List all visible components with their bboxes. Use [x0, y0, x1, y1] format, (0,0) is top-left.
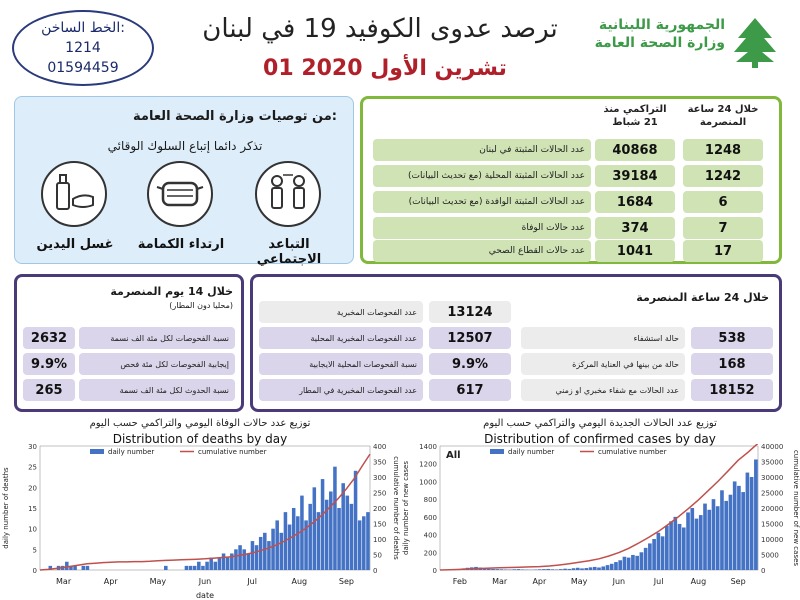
daily-bar	[201, 566, 205, 570]
daily-bar	[193, 566, 197, 570]
face-mask-icon	[147, 161, 213, 227]
cases-chart	[400, 444, 800, 600]
cases-chart-title: Distribution of confirmed cases by day	[484, 432, 716, 446]
deaths-chart-title: Distribution of deaths by day	[112, 432, 288, 446]
daily-bar	[329, 491, 333, 570]
y-tick-label: 25	[28, 463, 37, 472]
daily-bar	[504, 569, 508, 570]
daily-bar	[559, 569, 563, 570]
daily-bar	[542, 569, 546, 570]
daily-bar	[589, 567, 593, 570]
hospital-value: 168	[691, 353, 773, 375]
daily-bar	[623, 557, 627, 570]
daily-bar	[618, 560, 622, 570]
recommendations-subtitle: تذكر دائما إتباع السلوك الوقائي	[107, 139, 263, 153]
daily-bar	[512, 569, 516, 570]
y2-tick-label: 20000	[761, 505, 784, 513]
daily-bar	[682, 527, 686, 570]
last14-value: 2632	[23, 327, 75, 349]
summary-row-24h: 1248	[683, 139, 763, 161]
page-title: ترصد عدوى الكوفيد 19 في لبنان	[202, 14, 558, 44]
daily-bar	[712, 499, 716, 570]
y2-tick-label: 35000	[761, 458, 784, 467]
test-value: 13124	[429, 301, 511, 323]
daily-bar	[716, 506, 720, 570]
month-label: Sep	[730, 577, 746, 586]
daily-bar	[495, 569, 499, 570]
test-label: نسبة الفحوصات المحلية الايجابية	[259, 353, 423, 375]
y-tick-label: 20	[28, 484, 37, 493]
daily-bar	[657, 533, 661, 570]
month-label: Aug	[291, 577, 308, 586]
y2-axis-label: cumulative number of new cases	[792, 449, 800, 567]
daily-bar	[346, 496, 350, 570]
hospital-label: حالة من بينها في العناية المركزة	[521, 353, 685, 375]
daily-bar	[333, 467, 337, 570]
summary-row-label: عدد الحالات المثبتة المحلية (مع تحديث البيانات)	[373, 165, 591, 187]
daily-bar	[614, 562, 618, 570]
y2-tick-label: 50	[373, 551, 382, 560]
summary-row-label: عدد حالات القطاع الصحي	[373, 240, 591, 262]
daily-bar	[597, 568, 601, 570]
daily-bar	[296, 516, 300, 570]
daily-bar	[86, 566, 90, 570]
month-label: Aug	[690, 577, 707, 586]
legend-label-cumulative: cumulative number	[598, 448, 667, 456]
y2-tick-label: 0	[373, 567, 378, 575]
y-tick-label: 15	[28, 505, 37, 513]
summary-row-24h: 17	[683, 240, 763, 262]
test-label: عدد الفحوصات المخبرية في المطار	[259, 379, 423, 401]
cases-chart-title-ar: توزيع عدد الحالات الجديدة اليومي والتراكمي حسب اليوم	[483, 418, 717, 429]
daily-bar	[699, 515, 703, 570]
daily-bar	[576, 568, 580, 570]
cedar-logo-icon	[730, 16, 780, 68]
chart-subset-label: All	[446, 450, 461, 461]
legend-label-daily: daily number	[108, 448, 155, 456]
hand-wash-label: غسل اليدين	[36, 237, 114, 252]
y-tick-label: 0	[432, 567, 437, 575]
daily-bar	[678, 524, 682, 570]
daily-bar	[538, 569, 542, 570]
daily-bar	[308, 504, 312, 570]
deaths-chart	[0, 444, 400, 600]
daily-bar	[259, 537, 263, 570]
month-label: May	[149, 577, 167, 586]
y2-tick-label: 350	[373, 458, 387, 467]
last24-title: خلال 24 ساعة المنصرمة	[636, 291, 769, 304]
daily-bar	[707, 510, 711, 570]
hotline-number-2: 01594459	[47, 60, 119, 76]
daily-bar	[635, 556, 639, 570]
daily-bar	[185, 566, 189, 570]
last14-value: 9.9%	[23, 353, 75, 375]
daily-bar	[234, 549, 238, 570]
month-label: Mar	[56, 577, 72, 586]
daily-bar	[251, 541, 255, 570]
x-axis-label: date	[195, 591, 215, 600]
hospital-value: 18152	[691, 379, 773, 401]
summary-row-cum: 1041	[595, 240, 675, 262]
y-tick-label: 0	[32, 567, 37, 575]
daily-bar	[610, 564, 614, 570]
daily-bar	[366, 512, 370, 570]
recommendations-title: من توصيات وزارة الصحة العامة:	[133, 109, 337, 124]
summary-row-cum: 40868	[595, 139, 675, 161]
daily-bar	[546, 569, 550, 570]
daily-bar	[82, 566, 86, 570]
ministry-name	[585, 16, 725, 52]
daily-bar	[690, 508, 694, 570]
test-value: 617	[429, 379, 511, 401]
daily-bar	[197, 562, 201, 570]
legend-label-daily: daily number	[508, 448, 555, 456]
y-tick-label: 800	[423, 496, 437, 505]
daily-bar	[226, 558, 230, 570]
month-label: Jul	[247, 577, 257, 586]
hospital-label: عدد الحالات مع شفاء مخبري او زمني	[521, 379, 685, 401]
y-tick-label: 400	[423, 531, 437, 540]
daily-bar	[271, 529, 275, 570]
last14-title: خلال 14 يوم المنصرمة	[110, 285, 233, 298]
last14-note: (محليا دون المطار)	[169, 301, 233, 310]
ministry-line-2: وزارة الصحة العامة	[594, 35, 725, 51]
daily-bar	[218, 558, 222, 570]
y-tick-label: 5	[32, 546, 37, 555]
daily-bar	[317, 512, 321, 570]
y2-tick-label: 200	[373, 505, 387, 513]
y2-tick-label: 5000	[761, 551, 779, 560]
month-label: Jul	[653, 577, 664, 586]
hospital-value: 538	[691, 327, 773, 349]
col-header-24h: خلال 24 ساعة المنصرمة	[687, 104, 759, 128]
daily-bar	[720, 490, 724, 570]
legend-swatch-daily	[90, 449, 104, 454]
legend-swatch-daily	[490, 449, 504, 454]
daily-bar	[754, 459, 758, 570]
y-axis-label: daily number of deaths	[2, 467, 10, 549]
y2-tick-label: 25000	[761, 489, 784, 498]
daily-bar	[627, 558, 631, 570]
y-tick-label: 200	[423, 549, 437, 558]
daily-bar	[280, 533, 284, 570]
face-mask-label: ارتداء الكمامة	[137, 237, 225, 252]
daily-bar	[242, 549, 246, 570]
daily-bar	[300, 496, 304, 570]
y-tick-label: 30	[28, 444, 37, 451]
summary-row-label: عدد حالات الوفاة	[373, 217, 591, 239]
daily-bar	[491, 569, 495, 570]
daily-bar	[686, 512, 690, 570]
daily-bar	[669, 521, 673, 570]
daily-bar	[247, 553, 251, 570]
y2-axis-label: cumulative number of deaths	[392, 456, 400, 560]
daily-bar	[555, 569, 559, 570]
daily-bar	[362, 516, 366, 570]
y2-tick-label: 10000	[761, 536, 784, 544]
daily-bar	[631, 555, 635, 570]
daily-bar	[189, 566, 193, 570]
daily-bar	[568, 569, 572, 570]
daily-bar	[584, 568, 588, 570]
y2-tick-label: 30000	[761, 474, 784, 482]
daily-bar	[750, 477, 754, 570]
daily-bar	[263, 533, 267, 570]
summary-row-cum: 1684	[595, 191, 675, 213]
summary-row-cum: 374	[595, 217, 675, 239]
daily-bar	[205, 562, 209, 570]
daily-bar	[644, 548, 648, 570]
report-date: 01 تشرين الأول 2020	[263, 56, 507, 81]
daily-bar	[606, 565, 610, 570]
y-tick-label: 1400	[419, 444, 437, 451]
test-value: 9.9%	[429, 353, 511, 375]
daily-bar	[238, 545, 242, 570]
legend-label-cumulative: cumulative number	[198, 448, 267, 456]
deaths-chart-title-ar: توزيع عدد حالات الوفاة اليومي والتراكمي حسب اليوم	[89, 418, 311, 429]
y2-tick-label: 150	[373, 520, 387, 529]
daily-bar	[703, 504, 707, 570]
y2-tick-label: 300	[373, 474, 387, 482]
last-14-days-panel	[14, 274, 244, 412]
daily-bar	[288, 525, 292, 570]
daily-bar	[65, 562, 69, 570]
daily-bar	[222, 553, 226, 570]
y2-tick-label: 400	[373, 444, 387, 451]
daily-bar	[746, 473, 750, 570]
hotline-number-1: 1214	[65, 40, 101, 56]
daily-bar	[737, 486, 741, 570]
summary-row-24h: 7	[683, 217, 763, 239]
plot-area	[40, 446, 370, 570]
y-axis-label: daily number of new cases	[402, 461, 410, 555]
daily-bar	[321, 479, 325, 570]
daily-bar	[661, 536, 665, 570]
test-value: 12507	[429, 327, 511, 349]
daily-bar	[640, 552, 644, 570]
hospital-label: حالة استشفاء	[521, 327, 685, 349]
y2-tick-label: 0	[761, 567, 766, 575]
social-distance-label: التباعد الاجتماعي	[256, 237, 322, 267]
month-label: Jun	[612, 577, 626, 586]
y2-tick-label: 40000	[761, 444, 784, 451]
y2-tick-label: 100	[373, 536, 387, 544]
hand-wash-icon	[41, 161, 107, 227]
test-label: عدد الفحوصات المخبرية	[259, 301, 423, 323]
daily-bar	[674, 517, 678, 570]
daily-bar	[358, 520, 362, 570]
daily-bar	[517, 569, 521, 570]
month-label: Mar	[492, 577, 508, 586]
daily-bar	[164, 566, 168, 570]
last14-label: نسبة الحدوث لكل مئة الف نسمة	[79, 379, 235, 401]
recommendations-panel	[14, 96, 354, 267]
test-label: عدد الفحوصات المخبرية المحلية	[259, 327, 423, 349]
daily-bar	[350, 504, 354, 570]
daily-bar	[729, 495, 733, 570]
daily-bar	[337, 508, 341, 570]
daily-bar	[580, 568, 584, 570]
summary-row-24h: 1242	[683, 165, 763, 187]
y-tick-label: 10	[28, 525, 37, 534]
daily-bar	[563, 569, 567, 570]
daily-bar	[313, 487, 317, 570]
daily-bar	[648, 543, 652, 570]
last14-value: 265	[23, 379, 75, 401]
daily-bar	[354, 471, 358, 570]
daily-bar	[255, 545, 259, 570]
month-label: Jun	[198, 577, 212, 586]
daily-bar	[724, 501, 728, 570]
summary-row-cum: 39184	[595, 165, 675, 187]
hotline-badge	[12, 10, 154, 86]
y-tick-label: 600	[423, 513, 437, 522]
daily-bar	[341, 483, 345, 570]
last14-label: إيجابية الفحوصات لكل مئة فحص	[79, 353, 235, 375]
daily-bar	[521, 569, 525, 570]
social-distance-icon	[255, 161, 321, 227]
month-label: Apr	[103, 577, 118, 586]
summary-row-label: عدد الحالات المثبتة في لبنان	[373, 139, 591, 161]
daily-bar	[551, 569, 555, 570]
daily-bar	[267, 541, 271, 570]
month-label: Feb	[452, 577, 467, 586]
hotline-label: الخط الساخن:	[41, 20, 125, 36]
y-tick-label: 1200	[419, 460, 437, 469]
y2-tick-label: 250	[373, 489, 387, 498]
daily-bar	[601, 566, 605, 570]
daily-bar	[695, 519, 699, 570]
month-label: Sep	[338, 577, 354, 586]
y-tick-label: 1000	[419, 478, 437, 487]
col-header-cumulative: التراكمي منذ 21 شباط	[603, 104, 667, 128]
summary-row-24h: 6	[683, 191, 763, 213]
daily-bar	[500, 569, 504, 570]
daily-bar	[652, 539, 656, 570]
month-label: May	[570, 577, 588, 586]
ministry-line-1: الجمهورية اللبنانية	[598, 17, 725, 33]
daily-bar	[733, 481, 737, 570]
summary-stats-panel	[360, 96, 782, 264]
daily-bar	[209, 558, 213, 570]
month-label: Apr	[532, 577, 547, 586]
daily-bar	[572, 568, 576, 570]
summary-row-label: عدد الحالات المثبتة الوافدة (مع تحديث البيانات)	[373, 191, 591, 213]
daily-bar	[593, 567, 597, 570]
daily-bar	[292, 508, 296, 570]
y2-tick-label: 15000	[761, 520, 784, 529]
daily-bar	[665, 526, 669, 570]
last-24-hours-panel	[250, 274, 782, 412]
daily-bar	[741, 492, 745, 570]
last14-label: نسبة الفحوصات لكل مئة الف نسمة	[79, 327, 235, 349]
daily-bar	[214, 562, 218, 570]
